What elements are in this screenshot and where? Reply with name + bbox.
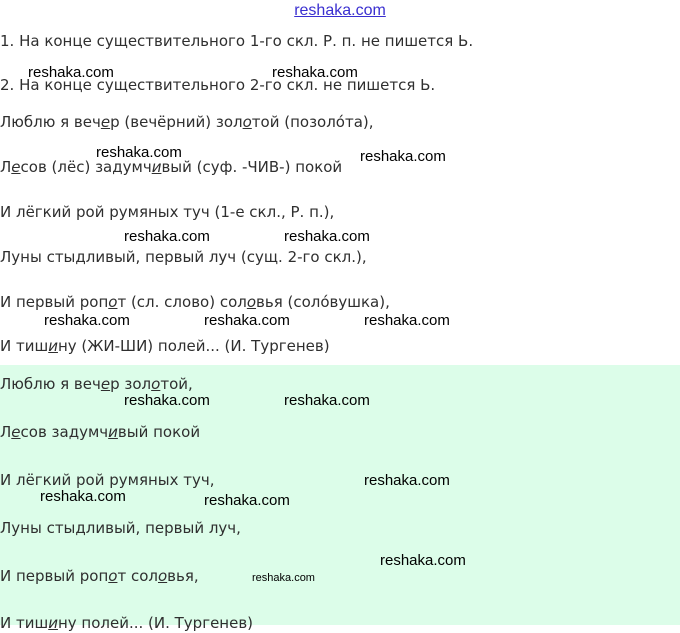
text-segment: И лёгкий рой румяных туч, [0,471,215,489]
underlined-letter: е [11,423,21,441]
poem-line [0,470,215,490]
watermark: reshaka.com [364,472,450,489]
text-segment: И первый роп [0,293,109,311]
underlined-letter: и [151,158,162,176]
underlined-letter: и [48,614,58,632]
text-segment: той, [160,375,193,393]
underlined-letter: о [108,567,118,585]
analysis-line [0,336,330,356]
watermark: reshaka.com [360,148,446,165]
text-segment: р зол [110,375,152,393]
watermark: reshaka.com [272,64,358,81]
watermark: reshaka.com [40,488,126,505]
text-segment: И первый роп [0,567,109,585]
watermark: reshaka.com [252,572,315,584]
poem-line [0,518,241,538]
underlined-letter: е [100,113,111,131]
text-segment: ну (ЖИ-ШИ) полей... (И. Тургенев) [57,337,330,355]
text-segment: т (сл. слово) сол [117,293,247,311]
watermark: reshaka.com [364,312,450,329]
poem-line [0,613,253,633]
note-2: 2. На конце существительного 2-го скл. не пишется Ь. [0,76,436,94]
underlined-letter: и [108,423,118,441]
note-1: 1. На конце существительного 1-го скл. Р. п. не пишется Ь. [0,32,474,50]
text-segment: И лёгкий рой румяных туч (1-е скл., Р. п.), [0,203,335,221]
text-segment: Луны стыдливый, первый луч, [0,519,241,537]
text-segment: И тиш [0,614,49,632]
watermark: reshaka.com [380,552,466,569]
watermark: reshaka.com [204,312,290,329]
text-segment: И тиш [0,337,49,355]
underlined-letter: о [157,567,168,585]
underlined-letter: о [151,375,161,393]
underlined-letter: е [100,375,111,393]
text-segment: Л [0,423,12,441]
analysis-line [0,112,374,132]
underlined-letter: о [246,293,257,311]
text-segment: сов задумч [20,423,109,441]
text-segment: Люблю я веч [0,375,101,393]
text-segment: вья (соло́вушка), [256,293,390,311]
site-header-link[interactable]: reshaka.com [294,2,386,19]
text-segment: вый (суф. -ЧИВ-) покой [161,158,343,176]
analysis-line [0,292,390,312]
text-segment: сов (лёс) задумч [20,158,152,176]
text-segment: Люблю я веч [0,113,101,131]
watermark: reshaka.com [284,392,370,409]
text-segment: вья, [167,567,199,585]
underlined-letter: о [242,113,252,131]
text-segment: р (вечёрний) зол [110,113,243,131]
watermark: reshaka.com [28,64,114,81]
analysis-line [0,247,367,267]
text-segment: вый покой [117,423,201,441]
poem-line [0,422,200,442]
watermark: reshaka.com [96,144,182,161]
text-segment: т сол [117,567,158,585]
analysis-line [0,202,334,222]
text-segment: Л [0,158,12,176]
text-segment: той (позоло́та), [251,113,374,131]
watermark: reshaka.com [284,228,370,245]
underlined-letter: е [11,158,21,176]
text-segment: ну полей... (И. Тургенев) [57,614,254,632]
text-segment: Луны стыдливый, первый луч (сущ. 2-го скл.), [0,248,367,266]
watermark: reshaka.com [44,312,130,329]
underlined-letter: о [108,293,118,311]
watermark: reshaka.com [204,492,290,509]
underlined-letter: и [48,337,58,355]
watermark: reshaka.com [124,228,210,245]
poem-line [0,566,199,586]
watermark: reshaka.com [124,392,210,409]
poem-line [0,374,193,394]
